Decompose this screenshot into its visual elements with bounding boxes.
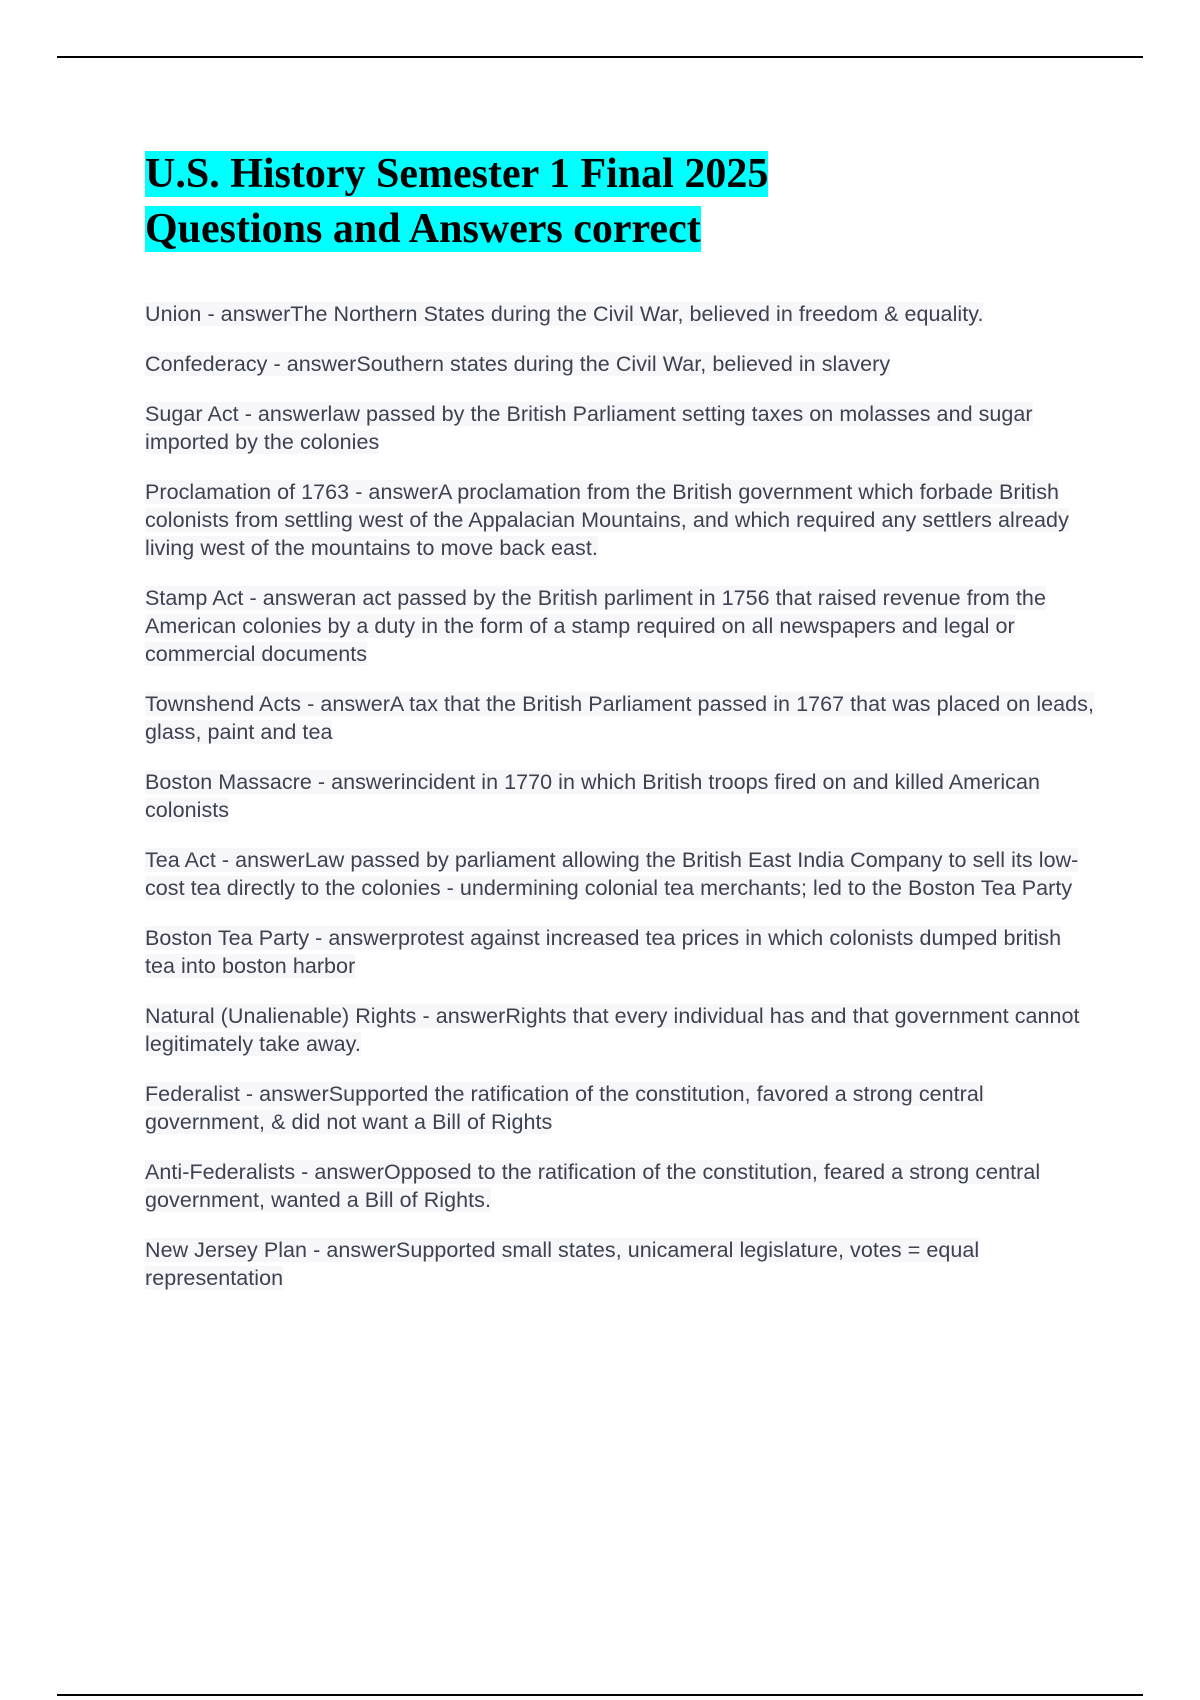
title-line-1: U.S. History Semester 1 Final 2025 <box>145 151 769 197</box>
qa-entry-text: Stamp Act - answeran act passed by the British parliment in 1756 that raised revenue from the American colonies by a duty in the form of a stamp required on all newspapers and legal or commercial documents <box>145 586 1046 666</box>
qa-entry-text: Boston Massacre - answerincident in 1770 in which British troops fired on and killed American colonists <box>145 770 1040 822</box>
qa-entry-text: Anti-Federalists - answerOpposed to the ratification of the constitution, feared a strong central government, wanted a Bill of Rights. <box>145 1160 1041 1212</box>
qa-entry-boston-tea-party <box>145 924 1095 980</box>
qa-entry-text: Confederacy - answerSouthern states during the Civil War, believed in slavery <box>145 352 891 376</box>
qa-entry-natural-rights <box>145 1002 1095 1058</box>
qa-entry-townshend-acts <box>145 690 1095 746</box>
qa-entry-text: Natural (Unalienable) Rights - answerRights that every individual has and that government cannot legitimately take away. <box>145 1004 1080 1056</box>
qa-entry-federalist <box>145 1080 1095 1136</box>
qa-entry-sugar-act <box>145 400 1095 456</box>
qa-entry-text: Townshend Acts - answerA tax that the British Parliament passed in 1767 that was placed on leads, glass, paint and tea <box>145 692 1095 744</box>
qa-entry-tea-act <box>145 846 1095 902</box>
bottom-rule <box>57 1694 1143 1696</box>
qa-entry-confederacy <box>145 350 1095 378</box>
qa-list <box>145 300 1095 1292</box>
qa-entry-new-jersey-plan <box>145 1236 1095 1292</box>
page-title <box>145 147 1095 257</box>
qa-entry-text: Tea Act - answerLaw passed by parliament allowing the British East India Company to sell its low-cost tea directly to the colonies - undermining colonial tea merchants; led to the Boston Tea Party <box>145 848 1079 900</box>
qa-entry-text: Federalist - answerSupported the ratification of the constitution, favored a strong central government, & did not want a Bill of Rights <box>145 1082 984 1134</box>
qa-entry-text: Proclamation of 1763 - answerA proclamation from the British government which forbade British colonists from settling west of the Appalacian Mountains, and which required any settlers already living west of the mountains to move back east. <box>145 480 1069 560</box>
qa-entry-stamp-act <box>145 584 1095 668</box>
qa-entry-union <box>145 300 1095 328</box>
qa-entry-text: Boston Tea Party - answerprotest against increased tea prices in which colonists dumped british tea into boston harbor <box>145 926 1062 978</box>
qa-entry-boston-massacre <box>145 768 1095 824</box>
title-line-2: Questions and Answers correct <box>145 206 701 252</box>
qa-entry-text: Union - answerThe Northern States during the Civil War, believed in freedom & equality. <box>145 302 984 326</box>
qa-entry-text: Sugar Act - answerlaw passed by the British Parliament setting taxes on molasses and sugar imported by the colonies <box>145 402 1033 454</box>
document-body <box>145 147 1095 1314</box>
top-rule <box>57 56 1143 58</box>
qa-entry-text: New Jersey Plan - answerSupported small states, unicameral legislature, votes = equal representation <box>145 1238 980 1290</box>
qa-entry-anti-federalists <box>145 1158 1095 1214</box>
qa-entry-proclamation-1763 <box>145 478 1095 562</box>
